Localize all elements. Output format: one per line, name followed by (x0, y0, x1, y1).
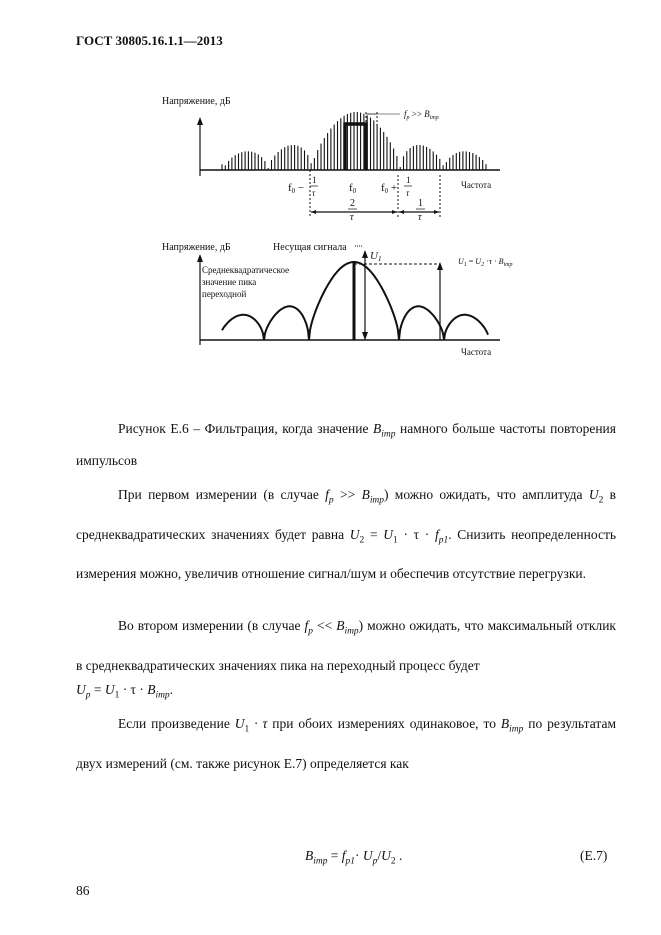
paragraph-2: Во втором измерении (в случае $f_p << B_{imp}$) можно ожидать, что максимальный отклик в среднеквадратических значениях пика на переходный процесс будет (76, 618, 616, 673)
formula-number: (Е.7) (580, 848, 608, 863)
spectrum-lines (222, 112, 486, 170)
paragraph-3: Если произведение $U_1 \cdot \tau$ при обоих измерениях одинаковое, то $B_{imp}$ по результатам двух измерений (см. также рисунок Е.7) определяется как (76, 716, 616, 771)
formula-e7: $B_{imp} = f_{p1}\cdot U_p/U_2$ . (305, 848, 403, 867)
tick-f0: f0 (349, 182, 357, 195)
svg-text:1: 1 (406, 175, 411, 185)
svg-text:τ: τ (350, 212, 354, 223)
rms-label-3: переходной (202, 289, 247, 299)
svg-text:f0 −: f0 − (288, 182, 305, 195)
top-graph (162, 96, 500, 223)
svg-text:τ: τ (418, 212, 422, 223)
svg-text:τ: τ (406, 188, 410, 198)
tick-f0-plus (381, 175, 412, 198)
bottom-graph (162, 242, 513, 357)
svg-text:2: 2 (350, 198, 355, 209)
rms-label-2: значение пика (202, 277, 257, 287)
carrier-label: Несущая сигнала (273, 242, 347, 253)
tick-f0-minus (288, 175, 318, 198)
figure-caption: Рисунок Е.6 – Фильтрация, когда значение $B_{imp}$ намного больше частоты повторения импульсов (76, 421, 616, 468)
bottom-x-label: Частота (461, 347, 492, 357)
u1-label: U1 (370, 250, 382, 263)
page-number: 86 (76, 883, 90, 898)
bottom-y-label: Напряжение, дБ (162, 242, 231, 253)
svg-text:1: 1 (418, 198, 423, 209)
top-x-label: Частота (461, 180, 492, 190)
figure-e6 (0, 0, 661, 400)
fp-label: $f_p >> B_{imp}$ (404, 109, 439, 121)
paragraph-1: При первом измерении (в случае $f_p >> B_{imp}$) можно ожидать, что амплитуда $U_2$ в среднеквадратических значениях будет равна $U_2 = U_1 \cdot \tau \cdot f_{p1}$. Снизить неопределенность измерения можно, увеличив отношение сигнал/шум и обеспечив отсутствие перегрузки. (76, 487, 617, 582)
svg-text:τ: τ (312, 188, 316, 198)
top-y-arrow (197, 117, 203, 125)
document-header: ГОСТ 30805.16.1.1—2013 (76, 33, 223, 48)
u1-formula-label: $U_1 = U_2 \cdot\tau \cdot B_{imp}$ (458, 257, 513, 268)
svg-text:f0 +: f0 + (381, 182, 398, 195)
formula-up: $U_p = U_1 \cdot \tau \cdot B_{imp}$. (76, 682, 174, 701)
svg-text:1: 1 (312, 175, 317, 185)
top-y-label: Напряжение, дБ (162, 96, 231, 107)
filter-passband (345, 124, 366, 170)
rms-label-1: Среднеквадратическое (202, 265, 290, 275)
